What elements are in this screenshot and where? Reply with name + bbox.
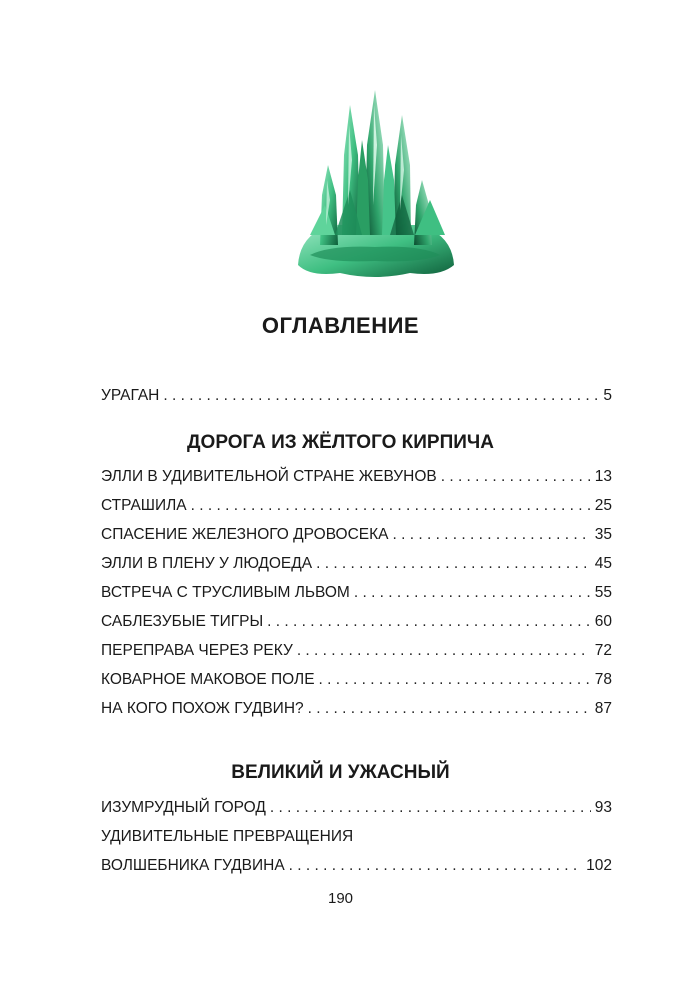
toc-entry-title: ИЗУМРУДНЫЙ ГОРОД bbox=[101, 799, 266, 816]
toc-entry-page: 87 bbox=[594, 700, 612, 717]
toc-entry[interactable] bbox=[101, 520, 612, 549]
toc-leader-dots bbox=[267, 607, 591, 636]
page-title: ОГЛАВЛЕНИЕ bbox=[261, 313, 420, 338]
toc-entry[interactable] bbox=[101, 549, 612, 578]
toc-entry[interactable] bbox=[101, 665, 612, 694]
toc-leader-dots bbox=[289, 851, 582, 880]
toc-entry-title: САБЛЕЗУБЫЕ ТИГРЫ bbox=[101, 613, 264, 630]
toc-entry-page: 60 bbox=[594, 613, 612, 630]
toc-entry[interactable] bbox=[101, 578, 612, 607]
toc-entry[interactable] bbox=[101, 636, 612, 665]
toc-leader-dots bbox=[441, 462, 591, 491]
toc-entry-title: УДИВИТЕЛЬНЫЕ ПРЕВРАЩЕНИЯ bbox=[101, 828, 354, 845]
toc-entry-page: 5 bbox=[603, 387, 612, 404]
toc-entry-page: 13 bbox=[594, 468, 612, 485]
toc-entry-page: 102 bbox=[586, 857, 612, 874]
toc-list-section-2 bbox=[101, 793, 612, 880]
toc-entry[interactable] bbox=[101, 822, 612, 851]
toc-entry-page: 72 bbox=[594, 642, 612, 659]
toc-entry[interactable] bbox=[101, 491, 612, 520]
toc-entry-page: 45 bbox=[594, 555, 612, 572]
toc-entry-title: ВОЛШЕБНИКА ГУДВИНА bbox=[101, 857, 285, 874]
toc-entry[interactable] bbox=[101, 381, 612, 410]
toc-entry-title: СТРАШИЛА bbox=[101, 497, 187, 514]
toc-entry-page: 93 bbox=[594, 799, 612, 816]
toc-leader-dots bbox=[354, 578, 591, 607]
toc-entry-title: ЭЛЛИ В УДИВИТЕЛЬНОЙ СТРАНЕ ЖЕВУНОВ bbox=[101, 468, 437, 485]
toc-leader-dots bbox=[163, 381, 599, 410]
toc-entry-page: 55 bbox=[594, 584, 612, 601]
toc-entry-title: НА КОГО ПОХОЖ ГУДВИН? bbox=[101, 700, 304, 717]
toc-leader-dots bbox=[393, 520, 591, 549]
toc-list-intro bbox=[101, 381, 612, 410]
toc-entry-page: 35 bbox=[594, 526, 612, 543]
toc-leader-dots bbox=[308, 694, 591, 723]
toc-entry[interactable] bbox=[101, 694, 612, 723]
toc-entry[interactable] bbox=[101, 607, 612, 636]
section-heading: ВЕЛИКИЙ И УЖАСНЫЙ bbox=[231, 762, 450, 783]
toc-entry-title: ВСТРЕЧА С ТРУСЛИВЫМ ЛЬВОМ bbox=[101, 584, 350, 601]
toc-list-section-1 bbox=[101, 462, 612, 723]
toc-entry-title: КОВАРНОЕ МАКОВОЕ ПОЛЕ bbox=[101, 671, 315, 688]
toc-leader-dots bbox=[191, 491, 591, 520]
toc-leader-dots bbox=[319, 665, 591, 694]
page-number: 190 bbox=[327, 890, 354, 907]
toc-entry-title: СПАСЕНИЕ ЖЕЛЕЗНОГО ДРОВОСЕКА bbox=[101, 526, 389, 543]
toc-leader-dots bbox=[297, 636, 591, 665]
toc-entry-title: ЭЛЛИ В ПЛЕНУ У ЛЮДОЕДА bbox=[101, 555, 313, 572]
toc-leader-dots bbox=[270, 793, 591, 822]
toc-entry-title: УРАГАН bbox=[101, 387, 160, 404]
toc-entry-page: 78 bbox=[594, 671, 612, 688]
toc-leader-dots bbox=[316, 549, 591, 578]
toc-entry[interactable] bbox=[101, 793, 612, 822]
toc-entry-page: 25 bbox=[594, 497, 612, 514]
toc-entry[interactable] bbox=[101, 462, 612, 491]
section-heading: ДОРОГА ИЗ ЖЁЛТОГО КИРПИЧА bbox=[187, 432, 494, 453]
emerald-city-icon bbox=[290, 85, 460, 290]
toc-entry-title: ПЕРЕПРАВА ЧЕРЕЗ РЕКУ bbox=[101, 642, 293, 659]
toc-entry[interactable] bbox=[101, 851, 612, 880]
